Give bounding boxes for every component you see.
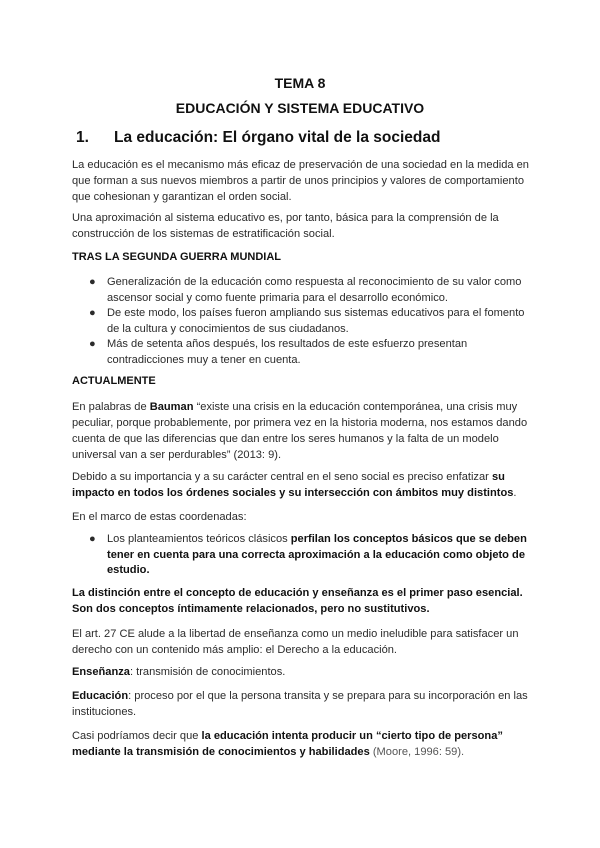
document-subtitle: EDUCACIÓN Y SISTEMA EDUCATIVO — [175, 100, 425, 116]
author-name: Bauman — [149, 401, 194, 413]
paragraph-distinction: La distinción entre el concepto de educación y enseñanza es el primer paso esencial. Son dos conceptos íntimamente relacionados, pero no sustitutivos. — [72, 587, 523, 615]
section-title: La educación: El órgano vital de la sociedad — [114, 129, 441, 146]
definition-education: Educación: proceso por el que la persona transita y se prepara para su incorporación en las instituciones. — [72, 690, 528, 718]
section-heading — [76, 129, 440, 147]
bullet-icon: ● — [89, 307, 96, 319]
list-item: ● De este modo, los países fueron ampliando sus sistemas educativos para el fomento de la cultura y conocimientos de sus ciudadanos. — [89, 307, 525, 335]
tema-heading: TEMA 8 — [274, 75, 326, 91]
paragraph-approach: Una aproximación al sistema educativo es, por tanto, básica para la comprensión de la construcción de los sistemas de estratificación social. — [72, 212, 499, 240]
paragraph-bauman: En palabras de Bauman “existe una crisis en la educación contemporánea, una crisis muy peculiar, porque probablemente, por primera vez en la historia moderna, nos estamos dando cuenta de que las diferencias que dan entre los seres humanos y la falta de un modelo universal van a ser perdurables” (2013: 9). — [72, 401, 528, 461]
list-item: ● Los planteamientos teóricos clásicos perfilan los conceptos básicos que se deben tener en cuenta para una correcta aproximación a la educación como objeto de estudio. — [89, 533, 527, 576]
paragraph-conclusion: Casi podríamos decir que la educación intenta producir un “cierto tipo de persona” mediante la transmisión de conocimientos y habilidades (Moore, 1996: 59). — [72, 730, 503, 758]
subheading-currently: ACTUALMENTE — [72, 375, 156, 387]
bullet-icon: ● — [89, 276, 96, 288]
paragraph-intro: La educación es el mecanismo más eficaz de preservación de una sociedad en la medida en que forman a sus nuevos miembros a partir de unos principios y valores de comportamiento que cohesionan y garantizan el orden social. — [72, 159, 529, 203]
postwar-list — [72, 275, 532, 368]
bullet-icon: ● — [89, 338, 96, 350]
list-item: ● Generalización de la educación como respuesta al reconocimiento de su valor como ascensor social y como fuente primaria para el desarrollo económico. — [89, 276, 522, 304]
list-item: ● Más de setenta años después, los resultados de este esfuerzo presentan contradicciones muy a tener en cuenta. — [89, 338, 468, 366]
framework-list — [72, 532, 532, 579]
paragraph-article-27: El art. 27 CE alude a la libertad de enseñanza como un medio ineludible para satisfacer un derecho con un contenido más amplio: el Derecho a la educación. — [72, 628, 519, 656]
paragraph-framework: En el marco de estas coordenadas: — [72, 511, 247, 523]
section-number: 1. — [76, 129, 89, 146]
definition-teaching: Enseñanza: transmisión de conocimientos. — [72, 666, 286, 678]
paragraph-importance: Debido a su importancia y a su carácter central en el seno social es preciso enfatizar su impacto en todos los órdenes sociales y su intersección con ámbitos muy distintos. — [72, 471, 517, 499]
bullet-icon: ● — [89, 533, 96, 545]
subheading-postwar: TRAS LA SEGUNDA GUERRA MUNDIAL — [72, 251, 281, 263]
